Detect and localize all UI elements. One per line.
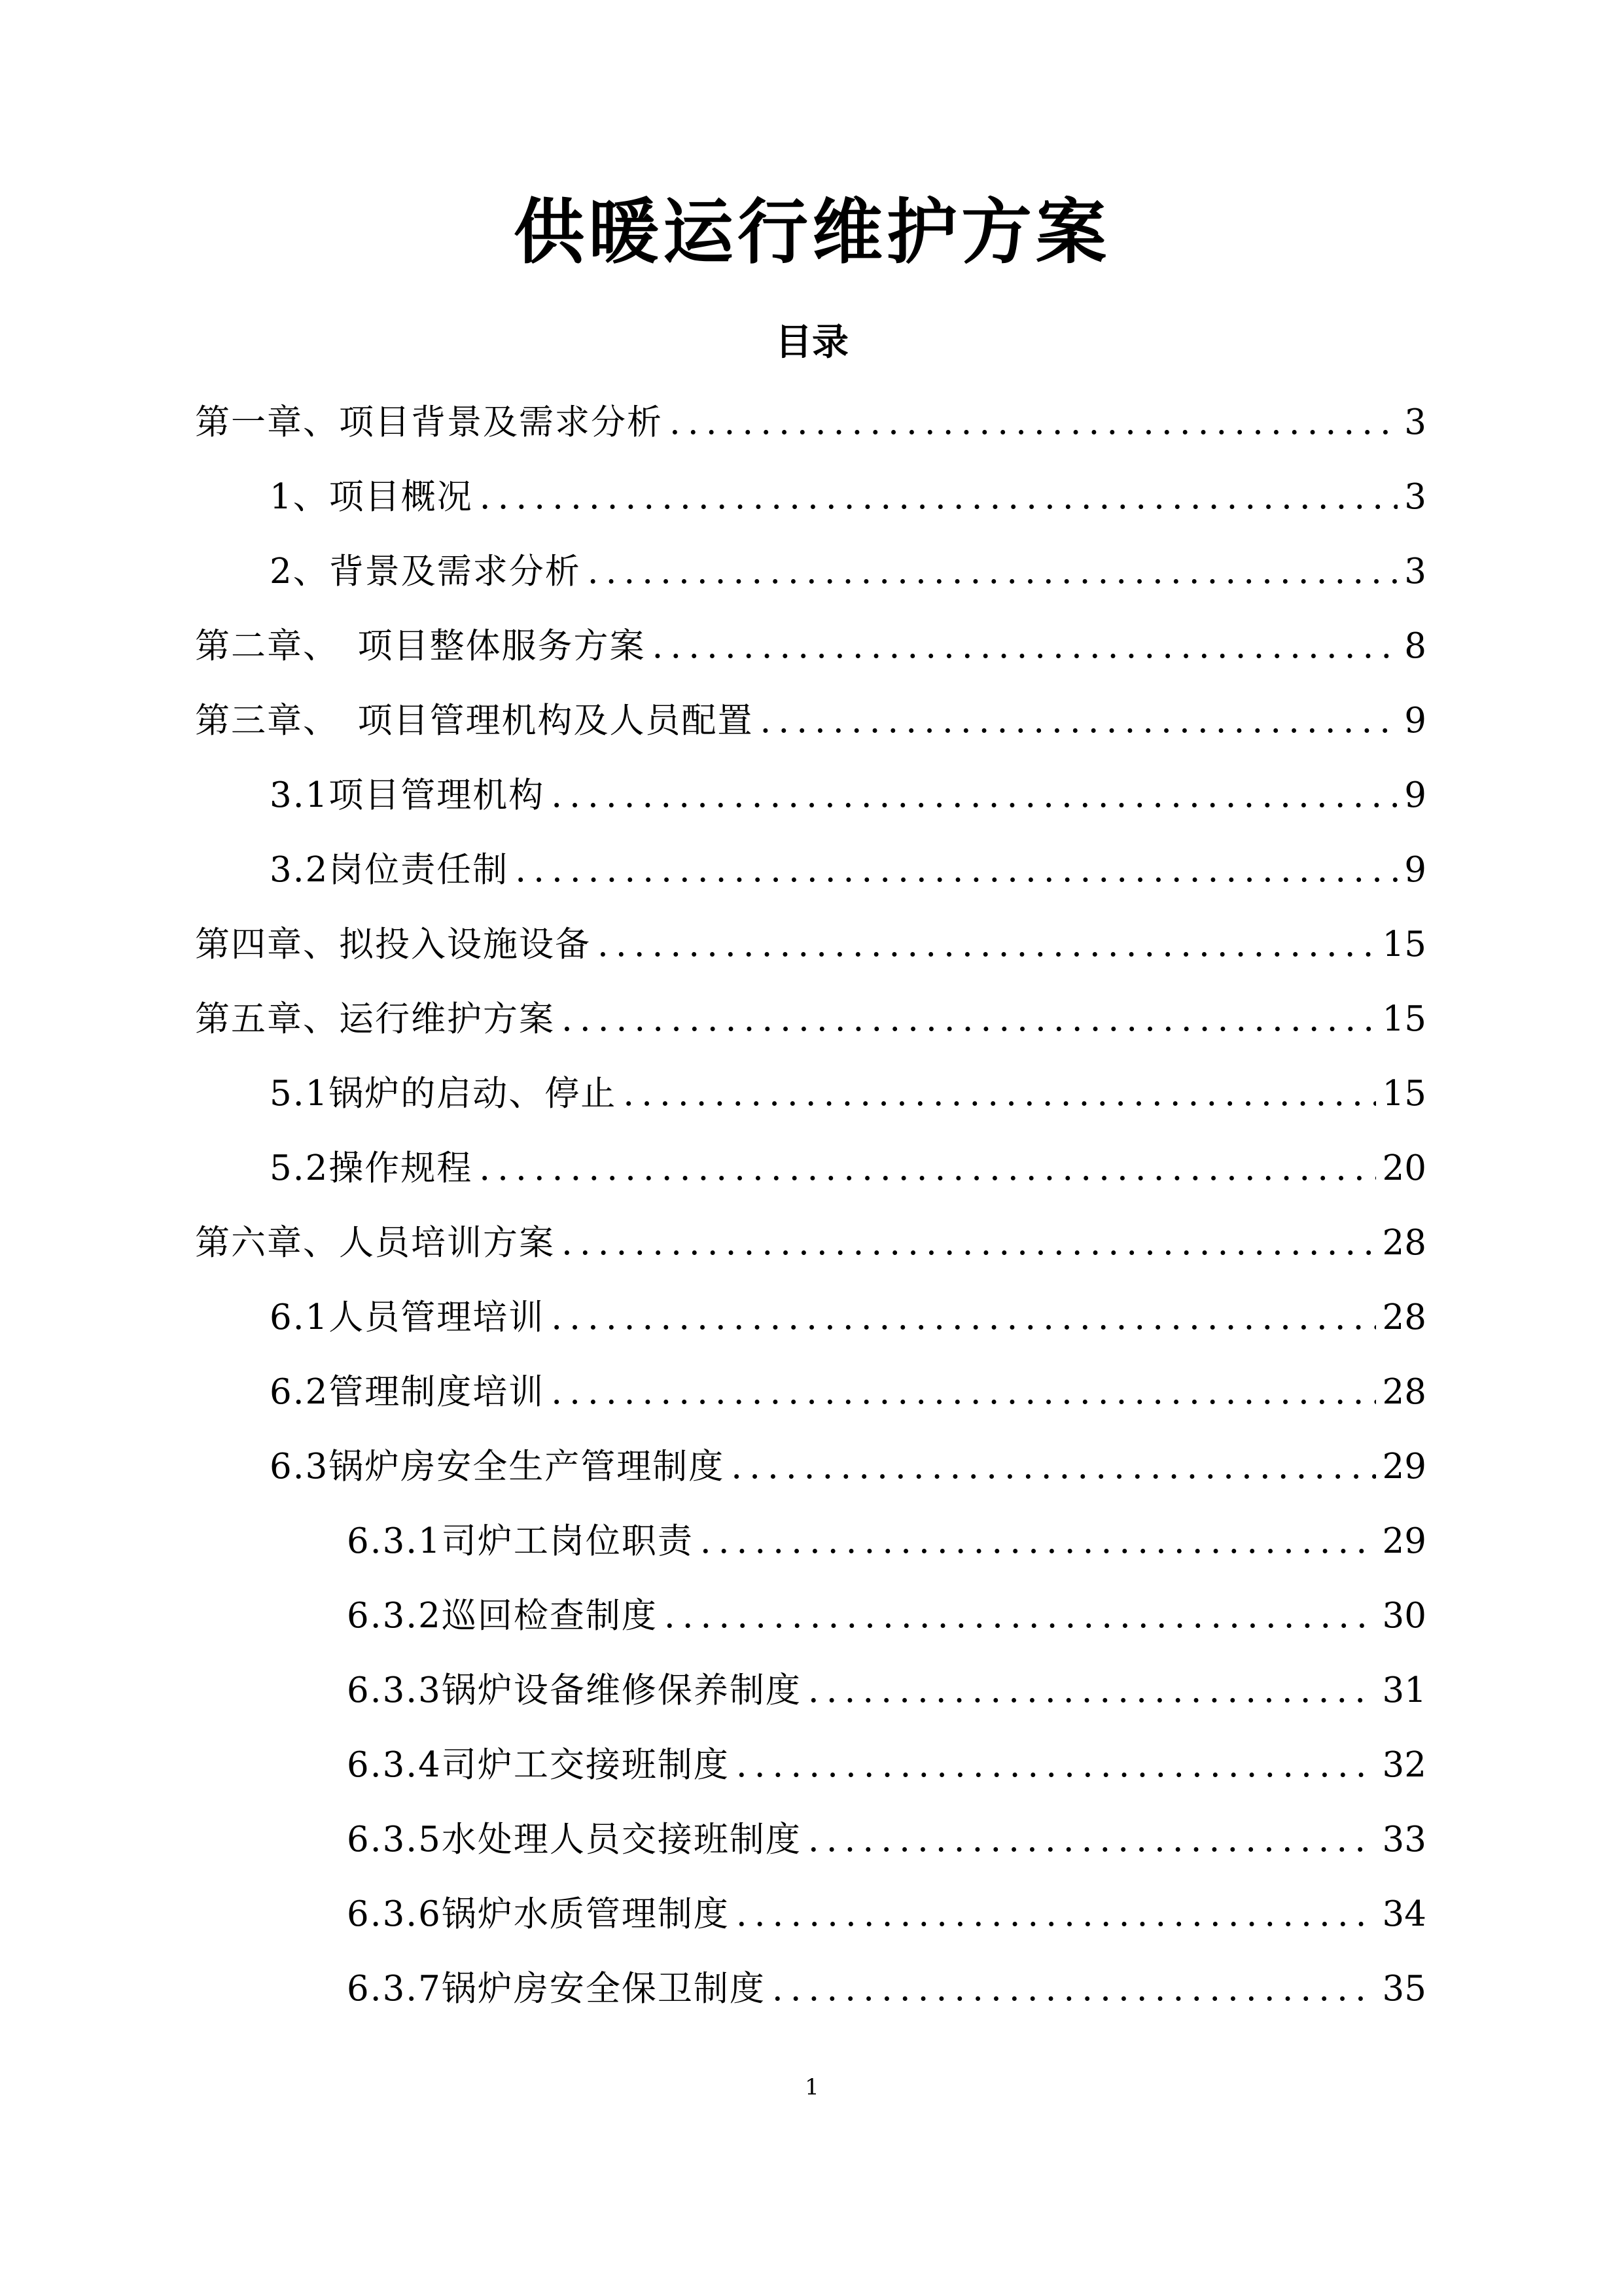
toc-entry-page: 15 [1382,1074,1426,1114]
toc-leader-dots [669,397,1398,449]
toc-entry-label: 6.3.2巡回检查制度 [347,1596,658,1636]
toc-leader-dots [700,1515,1376,1568]
toc-leader-dots [652,620,1398,673]
toc-entry-page: 28 [1382,1372,1426,1412]
toc-entry[interactable] [195,620,1426,673]
toc-leader-dots [760,695,1398,747]
toc-entry-page: 8 [1404,626,1426,666]
toc-entry[interactable] [270,1068,1426,1120]
toc-entry-page: 3 [1404,402,1426,442]
toc-entry-page: 30 [1382,1596,1426,1636]
toc-leader-dots [551,769,1398,822]
toc-entry-label: 3.1项目管理机构 [270,775,545,815]
toc-entry[interactable] [347,1814,1426,1866]
toc-heading: 目录 [775,321,849,364]
toc-entry-page: 29 [1382,1447,1426,1487]
toc-entry-page: 28 [1382,1223,1426,1263]
toc-entry-label: 6.3.5水处理人员交接班制度 [347,1820,802,1860]
toc-entry[interactable] [270,471,1426,523]
toc-entry-label: 第四章、拟投入设施设备 [195,925,591,964]
toc-entry-label: 6.1人员管理培训 [270,1298,545,1337]
toc-entry[interactable] [270,1142,1426,1195]
toc-entry[interactable] [195,397,1426,449]
toc-entry[interactable] [270,844,1426,896]
toc-leader-dots [561,1217,1376,1269]
toc-leader-dots [808,1665,1376,1717]
toc-entry[interactable] [347,1515,1426,1568]
toc-entry-page: 3 [1404,552,1426,592]
toc-entry[interactable] [270,1292,1426,1344]
toc-entry[interactable] [195,993,1426,1046]
toc-entry-page: 3 [1404,477,1426,517]
toc-leader-dots [561,993,1376,1046]
toc-entry[interactable] [347,1739,1426,1792]
toc-entry[interactable] [270,1366,1426,1419]
toc-entry-page: 20 [1382,1148,1426,1188]
toc-entry-label: 3.2岗位责任制 [270,850,509,890]
toc-entry-label: 6.3锅炉房安全生产管理制度 [270,1447,725,1487]
toc-entry-label: 第一章、项目背景及需求分析 [195,402,663,442]
toc-entry[interactable] [270,1441,1426,1493]
toc-entry[interactable] [347,1963,1426,2015]
toc-entry-page: 33 [1382,1820,1426,1860]
toc-entry-page: 34 [1382,1894,1426,1934]
toc-leader-dots [588,546,1398,598]
toc-leader-dots [808,1814,1376,1866]
toc-leader-dots [515,844,1398,896]
toc-entry-label: 5.2操作规程 [270,1148,473,1188]
toc-leader-dots [623,1068,1375,1120]
toc-entry-page: 15 [1382,925,1426,964]
toc-entry[interactable] [347,1665,1426,1717]
toc-entry-page: 29 [1382,1521,1426,1561]
toc-entry-page: 9 [1404,701,1426,741]
toc-entry-label: 6.3.1司炉工岗位职责 [347,1521,694,1561]
toc-entry[interactable] [347,1888,1426,1941]
toc-entry-page: 35 [1382,1969,1426,2009]
toc-entry-label: 第二章、 项目整体服务方案 [195,626,646,666]
toc-entry-label: 1、项目概况 [270,477,473,517]
toc-entry[interactable] [347,1590,1426,1642]
toc-entry-label: 5.1锅炉的启动、停止 [270,1074,617,1114]
toc-entry-label: 6.3.3锅炉设备维修保养制度 [347,1670,802,1710]
toc-entry-label: 6.3.6锅炉水质管理制度 [347,1894,730,1934]
toc-leader-dots [480,471,1398,523]
toc-entry-label: 第六章、人员培训方案 [195,1223,555,1263]
toc-entry-page: 15 [1382,999,1426,1039]
document-title: 供暖运行维护方案 [513,191,1110,274]
toc-entry[interactable] [195,919,1426,971]
toc-entry[interactable] [270,546,1426,598]
toc-entry-label: 2、背景及需求分析 [270,552,581,592]
toc-leader-dots [736,1739,1376,1792]
toc-entry-label: 6.2管理制度培训 [270,1372,545,1412]
toc-entry-page: 9 [1404,775,1426,815]
toc-entry[interactable] [195,1217,1426,1269]
toc-entry-page: 32 [1382,1745,1426,1785]
toc-entry-page: 31 [1382,1670,1426,1710]
toc-leader-dots [597,919,1376,971]
toc-entry-label: 6.3.4司炉工交接班制度 [347,1745,730,1785]
toc-entry[interactable] [270,769,1426,822]
toc-entry[interactable] [195,695,1426,747]
toc-entry-label: 6.3.7锅炉房安全保卫制度 [347,1969,766,2009]
toc-entry-label: 第三章、 项目管理机构及人员配置 [195,701,754,741]
toc-leader-dots [736,1888,1376,1941]
toc-entry-label: 第五章、运行维护方案 [195,999,555,1039]
toc-leader-dots [731,1441,1375,1493]
toc-entry-page: 28 [1382,1298,1426,1337]
toc-leader-dots [664,1590,1376,1642]
toc-leader-dots [772,1963,1376,2015]
page-number: 1 [805,2074,819,2100]
toc-leader-dots [479,1142,1375,1195]
toc-leader-dots [551,1366,1375,1419]
toc-entry-page: 9 [1404,850,1426,890]
toc-leader-dots [551,1292,1375,1344]
